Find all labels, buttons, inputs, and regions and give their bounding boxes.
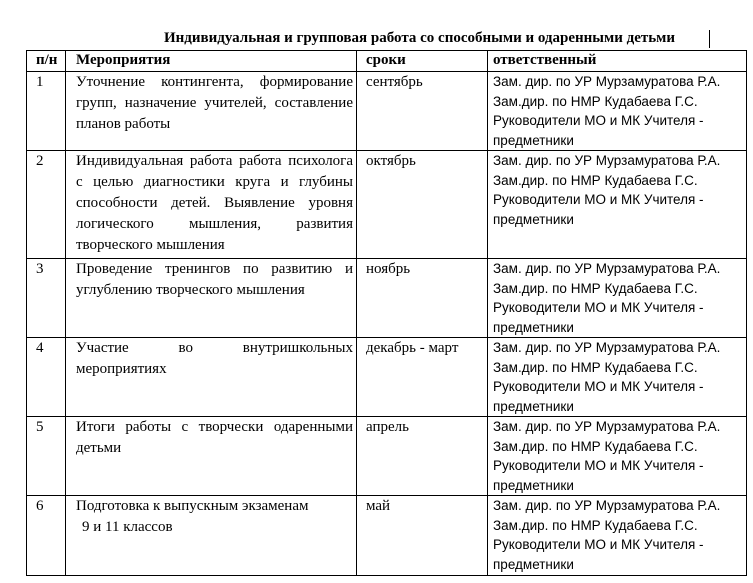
row-responsible: Зам. дир. по УР Мурзамуратова Р.А. Зам.дир. по НМР Кудабаева Г.С. Руководители МО и МК Учителя - предметники bbox=[488, 259, 747, 338]
header-event: Мероприятия bbox=[66, 51, 357, 72]
row-when: май bbox=[357, 496, 488, 576]
row-responsible: Зам. дир. по УР Мурзамуратова Р.А. Зам.дир. по НМР Кудабаева Г.С. Руководители МО и МК Учителя - предметники bbox=[488, 72, 747, 151]
row-when: октябрь bbox=[357, 151, 488, 259]
header-num: п/н bbox=[27, 51, 66, 72]
table-row bbox=[27, 496, 747, 576]
row-event: Индивидуальная работа работа психолога с целью диагностики круга и глубины способности детей. Выявление уровня логического мышления, развития творческого мышления bbox=[66, 151, 357, 259]
row-responsible: Зам. дир. по УР Мурзамуратова Р.А. Зам.дир. по НМР Кудабаева Г.С. Руководители МО и МК Учителя - предметники bbox=[488, 496, 747, 576]
table-row bbox=[27, 72, 747, 151]
table-header-row bbox=[27, 51, 747, 72]
table-row bbox=[27, 259, 747, 338]
row-num: 6 bbox=[27, 496, 66, 576]
text-cursor bbox=[709, 30, 710, 48]
header-when: сроки bbox=[357, 51, 488, 72]
table-row bbox=[27, 338, 747, 417]
row-event: Участие во внутришкольных мероприятиях bbox=[66, 338, 357, 417]
row-when: сентябрь bbox=[357, 72, 488, 151]
row-num: 3 bbox=[27, 259, 66, 338]
document-title bbox=[0, 30, 753, 50]
row-responsible: Зам. дир. по УР Мурзамуратова Р.А. Зам.дир. по НМР Кудабаева Г.С. Руководители МО и МК Учителя - предметники bbox=[488, 151, 747, 259]
row-responsible: Зам. дир. по УР Мурзамуратова Р.А. Зам.дир. по НМР Кудабаева Г.С. Руководители МО и МК Учителя - предметники bbox=[488, 338, 747, 417]
row-num: 4 bbox=[27, 338, 66, 417]
row-when: ноябрь bbox=[357, 259, 488, 338]
row-num: 2 bbox=[27, 151, 66, 259]
row-event: Проведение тренингов по развитию и углублению творческого мышления bbox=[66, 259, 357, 338]
events-table bbox=[26, 50, 747, 576]
title-text: Индивидуальная и групповая работа со способными и одаренными детьми bbox=[164, 30, 676, 46]
row-event: Подготовка к выпускным экзаменам 9 и 11 классов bbox=[66, 496, 357, 576]
table-row bbox=[27, 151, 747, 259]
row-event: Уточнение контингента, формирование групп, назначение учителей, составление планов работы bbox=[66, 72, 357, 151]
table-row bbox=[27, 417, 747, 496]
row-num: 1 bbox=[27, 72, 66, 151]
row-responsible: Зам. дир. по УР Мурзамуратова Р.А. Зам.дир. по НМР Кудабаева Г.С. Руководители МО и МК Учителя - предметники bbox=[488, 417, 747, 496]
header-responsible: ответственный bbox=[488, 51, 747, 72]
row-when: апрель bbox=[357, 417, 488, 496]
row-num: 5 bbox=[27, 417, 66, 496]
row-event: Итоги работы с творчески одаренными детьми bbox=[66, 417, 357, 496]
row-when: декабрь - март bbox=[357, 338, 488, 417]
